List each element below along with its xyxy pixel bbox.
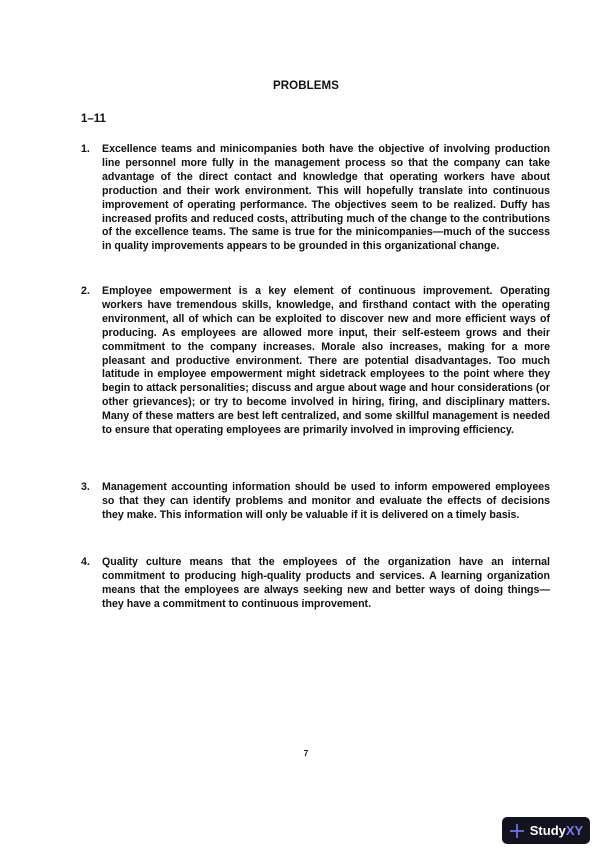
- problem-item: [81, 143, 550, 254]
- problem-item: [81, 285, 550, 438]
- studyxy-watermark: [502, 817, 590, 844]
- brand-logo-text: [530, 823, 583, 838]
- item-text: Quality culture means that the employees of the organization have an internal commitment to producing high-quality products and services. A learning organization means that the employees are always seeking new and better ways of doing things—they have a commitment to continuous improvement.: [102, 556, 550, 610]
- item-text: Management accounting information should be used to inform empowered employees so that they can identify problems and monitor and evaluate the effects of decisions they make. This information will only be valuable if it is delivered on a timely basis.: [102, 481, 550, 521]
- item-text: Employee empowerment is a key element of continuous improvement. Operating workers have tremendous skills, knowledge, and firsthand contact with the operating environment, all of which can be exploited to discover new and more efficient ways of producing. As employees are allowed more input, their self-esteem grows and their commitment to the company increases. Morale also increases, making for a more pleasant and productive environment. There are potential disadvantages. Too much latitude in employee empowerment might sidetrack employees to the point where they begin to attack personalities; discuss and argue about wage and hour considerations (or other grievances); or try to become involved in hiring, firing, and disciplinary matters. Many of these matters are best left centralized, and some skillful management is needed to ensure that operating employees are primarily involved in improving efficiency.: [102, 285, 550, 437]
- page-number: 7: [303, 749, 309, 758]
- section-heading: 1–11: [81, 113, 106, 125]
- brand-main: Study: [529, 823, 566, 838]
- problem-item: [81, 481, 550, 523]
- item-number: 2.: [81, 285, 90, 297]
- item-number: 3.: [81, 481, 90, 493]
- item-number: 4.: [81, 556, 90, 568]
- item-text: Excellence teams and minicompanies both have the objective of involving production line personnel more fully in the management process so that the company can take advantage of the direct contact and knowledge that operating workers have about production and their work environment. This will hopefully translate into continuous improvement of operating performance. The objectives seem to be realized. Duffy has increased profits and reduced costs, attributing much of the change to the contributions of the excellence teams. The same is true for the minicompanies—much of the success in quality improvements appears to be grounded in this organizational change.: [102, 143, 550, 253]
- item-number: 1.: [81, 143, 90, 155]
- page-title: PROBLEMS: [273, 80, 339, 92]
- brand-accent: XY: [565, 823, 584, 838]
- plus-icon: [509, 823, 525, 839]
- problem-item: [81, 556, 550, 612]
